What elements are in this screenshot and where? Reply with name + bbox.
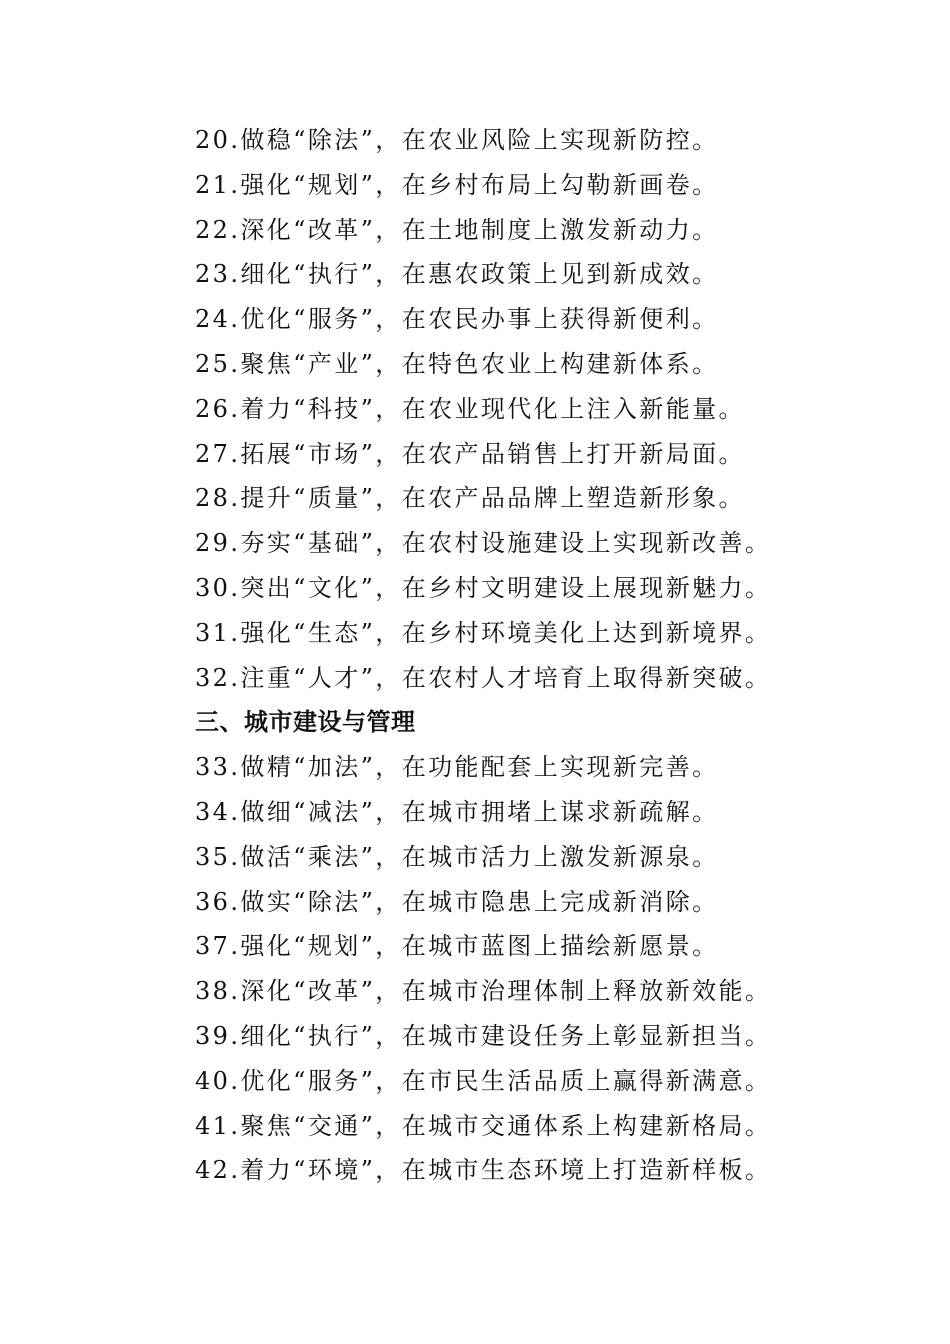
list-item: 23.细化“执行”，在惠农政策上见到新成效。 [195, 260, 719, 289]
list-item: 33.做精“加法”，在功能配套上实现新完善。 [195, 753, 719, 782]
document-body [195, 118, 815, 1193]
list-item: 40.优化“服务”，在市民生活品质上赢得新满意。 [195, 1066, 772, 1095]
list-item: 37.强化“规划”，在城市蓝图上描绘新愿景。 [195, 932, 719, 961]
list-item: 24.优化“服务”，在农民办事上获得新便利。 [195, 305, 719, 334]
list-item: 26.着力“科技”，在农业现代化上注入新能量。 [195, 394, 745, 423]
list-item: 22.深化“改革”，在土地制度上激发新动力。 [195, 215, 719, 244]
list-item: 21.强化“规划”，在乡村布局上勾勒新画卷。 [195, 170, 719, 199]
list-item: 29.夯实“基础”，在农村设施建设上实现新改善。 [195, 529, 772, 558]
list-item: 30.突出“文化”，在乡村文明建设上展现新魅力。 [195, 573, 772, 602]
list-item: 38.深化“改革”，在城市治理体制上释放新效能。 [195, 977, 772, 1006]
list-item: 34.做细“减法”，在城市拥堵上谋求新疏解。 [195, 797, 719, 826]
list-item: 28.提升“质量”，在农产品品牌上塑造新形象。 [195, 484, 745, 513]
list-item: 31.强化“生态”，在乡村环境美化上达到新境界。 [195, 618, 772, 647]
list-item: 27.拓展“市场”，在农产品销售上打开新局面。 [195, 439, 745, 468]
list-item: 39.细化“执行”，在城市建设任务上彰显新担当。 [195, 1021, 772, 1050]
list-item: 35.做活“乘法”，在城市活力上激发新源泉。 [195, 842, 719, 871]
list-item: 36.做实“除法”，在城市隐患上完成新消除。 [195, 887, 719, 916]
list-item: 20.做稳“除法”，在农业风险上实现新防控。 [195, 126, 719, 154]
list-item: 32.注重“人才”，在农村人才培育上取得新突破。 [195, 663, 772, 692]
list-item: 42.着力“环境”，在城市生态环境上打造新样板。 [195, 1156, 772, 1185]
list-item: 25.聚焦“产业”，在特色农业上构建新体系。 [195, 349, 719, 378]
list-item: 41.聚焦“交通”，在城市交通体系上构建新格局。 [195, 1111, 772, 1140]
section-heading: 三、城市建设与管理 [195, 708, 416, 737]
